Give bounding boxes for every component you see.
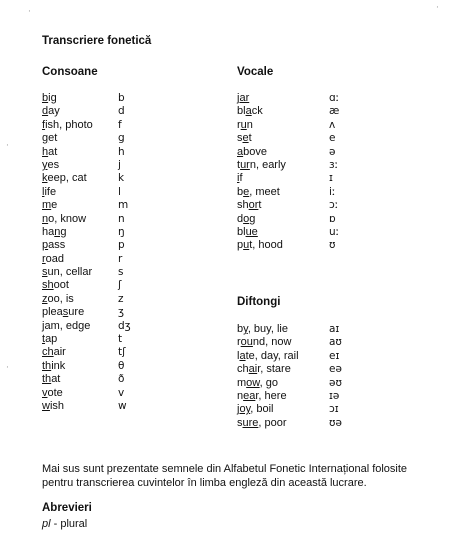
transcription-row [237, 105, 339, 118]
word-suffix: o, know [48, 212, 87, 225]
word-suffix: ure [68, 306, 85, 319]
underlined-letters: ue [245, 225, 258, 238]
word-suffix: am, edge [44, 319, 91, 332]
ipa-symbol: t [118, 333, 123, 346]
example-word [237, 92, 329, 105]
transcription-row [42, 199, 131, 212]
example-word [42, 387, 118, 400]
underlined-letters: ch [42, 346, 54, 359]
word-suffix: ote [47, 386, 63, 399]
ipa-symbol: ʊə [329, 416, 342, 429]
example-word [237, 403, 329, 416]
example-word [42, 92, 118, 105]
word-suffix: , meet [249, 185, 280, 198]
example-word [237, 186, 329, 199]
word-suffix: t [248, 132, 252, 145]
transcription-row [42, 266, 131, 279]
diftongi-heading: Diftongi [237, 296, 281, 308]
example-word [42, 346, 118, 359]
example-word [42, 213, 118, 226]
word-prefix: s [237, 132, 243, 145]
word-suffix: un, cellar [47, 266, 93, 279]
ipa-symbol: eə [329, 363, 342, 376]
example-word [42, 132, 118, 145]
scan-mark: · [6, 141, 9, 151]
word-prefix: r [237, 118, 241, 131]
transcription-row [42, 293, 131, 306]
scan-mark: · [28, 7, 31, 17]
example-word [237, 213, 329, 226]
word-suffix: oo, is [47, 292, 74, 305]
example-word [237, 363, 329, 376]
underlined-letters: s [62, 306, 69, 319]
word-suffix: nd, now [252, 336, 292, 349]
vocale-list [237, 92, 339, 253]
ipa-symbol: ð [118, 373, 125, 386]
word-suffix: e [51, 199, 58, 212]
example-word [42, 373, 118, 386]
underlined-letters: s [42, 266, 48, 279]
transcription-row [237, 213, 339, 226]
transcription-row [42, 320, 131, 333]
underlined-letters: v [42, 386, 48, 399]
example-word [42, 400, 118, 413]
word-suffix: et [48, 132, 58, 145]
underlined-letters: p [42, 239, 49, 252]
ipa-symbol: θ [118, 359, 125, 372]
underlined-letters: th [42, 373, 52, 386]
example-word [42, 105, 118, 118]
underlined-letters: ai [248, 363, 258, 376]
transcription-row [42, 239, 131, 252]
example-word [237, 119, 329, 132]
ipa-symbol: ʊ [329, 239, 336, 252]
underlined-letters: y [42, 158, 48, 171]
word-suffix: , boil [250, 403, 274, 416]
transcription-row [237, 377, 342, 390]
page-title: Transcriere fonetică [42, 35, 152, 47]
example-word [42, 159, 118, 172]
word-prefix: l [237, 349, 240, 362]
underlined-letters: oy [239, 403, 251, 416]
underlined-letters: l [42, 185, 45, 198]
example-word [237, 377, 329, 390]
ipa-symbol: ɔɪ [329, 403, 339, 416]
transcription-row [42, 333, 131, 346]
ipa-symbol: ʃ [118, 279, 122, 292]
ipa-symbol: r [118, 252, 123, 265]
word-prefix: s [237, 416, 243, 429]
example-word [237, 105, 329, 118]
underlined-letters: ur [240, 158, 250, 171]
word-prefix: d [237, 212, 244, 225]
word-suffix: ish [49, 399, 65, 412]
transcription-row [42, 186, 131, 199]
example-word [237, 199, 329, 212]
underlined-letters: r [42, 252, 46, 265]
transcription-row [42, 373, 131, 386]
example-word [42, 172, 118, 185]
word-prefix: sh [237, 199, 249, 212]
underlined-letters: ure [242, 416, 259, 429]
underlined-letters: ea [243, 389, 256, 402]
ipa-symbol: ɜː [329, 158, 339, 171]
word-suffix: t [258, 199, 262, 212]
transcription-row [42, 119, 131, 132]
word-suffix: , poor [258, 416, 287, 429]
ipa-symbol: aɪ [329, 323, 340, 335]
word-suffix: , go [259, 376, 278, 389]
transcription-row [42, 92, 131, 105]
underlined-letters: a [237, 145, 244, 158]
transcription-row [42, 360, 131, 373]
consoane-list [42, 92, 131, 413]
scan-mark: · [436, 3, 439, 13]
ipa-symbol: eɪ [329, 349, 340, 362]
word-suffix: bove [243, 145, 267, 158]
ipa-symbol: ʒ [118, 306, 125, 319]
transcription-row [237, 186, 339, 199]
word-suffix: air [53, 346, 66, 359]
transcription-row [237, 119, 339, 132]
example-word [42, 306, 118, 319]
ipa-symbol: aʊ [329, 336, 342, 349]
ipa-symbol: h [118, 145, 125, 158]
underlined-letters: a [245, 105, 252, 118]
word-prefix: bl [237, 105, 246, 118]
transcription-row [237, 403, 342, 416]
ipa-symbol: f [118, 118, 122, 131]
underlined-letters: ar [239, 92, 250, 104]
transcription-row [237, 159, 339, 172]
example-word [237, 390, 329, 403]
transcription-row [237, 363, 342, 376]
ipa-symbol: l [118, 185, 121, 198]
underlined-letters: th [42, 359, 52, 372]
underlined-letters: m [42, 199, 52, 212]
ipa-symbol: ŋ [118, 225, 125, 238]
word-suffix: ish, photo [45, 118, 93, 131]
underlined-letters: i [237, 172, 240, 185]
transcription-row [42, 146, 131, 159]
ipa-symbol: d [118, 105, 125, 118]
transcription-row [42, 346, 131, 359]
underlined-letters: ng [54, 225, 67, 238]
ipa-symbol: ɪə [329, 389, 340, 402]
word-suffix: g [249, 212, 256, 225]
ipa-symbol: tʃ [118, 346, 126, 359]
ipa-symbol: uː [329, 225, 340, 238]
underlined-letters: t [42, 333, 46, 346]
transcription-row [237, 390, 342, 403]
example-word [42, 279, 118, 292]
word-suffix: f [239, 172, 243, 185]
example-word [42, 146, 118, 159]
underlined-letters: z [42, 292, 48, 305]
underlined-letters: u [243, 239, 250, 252]
transcription-row [42, 172, 131, 185]
ipa-symbol: ɑː [329, 92, 340, 104]
word-prefix: ha [42, 225, 55, 238]
transcription-row [42, 226, 131, 239]
underlined-letters: or [248, 199, 259, 212]
word-suffix: ig [48, 92, 57, 104]
underlined-letters: j [42, 319, 45, 332]
word-prefix: m [237, 376, 247, 389]
ipa-symbol: ʌ [329, 118, 336, 131]
word-prefix: t [237, 158, 241, 171]
underlined-letters: ow [246, 376, 260, 389]
abrevieri-heading: Abrevieri [42, 502, 92, 514]
word-suffix: r, here [255, 389, 287, 402]
underlined-letters: e [243, 185, 250, 198]
ipa-symbol: k [118, 172, 125, 185]
underlined-letters: e [242, 132, 249, 145]
ipa-symbol: əʊ [329, 376, 342, 389]
underlined-letters: ou [240, 336, 253, 349]
underlined-letters: w [42, 399, 50, 412]
transcription-row [237, 239, 339, 252]
transcription-row [42, 253, 131, 266]
underlined-letters: h [42, 145, 49, 158]
underlined-letters: k [42, 172, 48, 185]
example-word [42, 266, 118, 279]
ipa-symbol: ə [329, 145, 336, 158]
word-suffix: ay [48, 105, 60, 118]
abreviere-desc: - plural [50, 518, 88, 530]
transcription-row [42, 159, 131, 172]
transcription-row [237, 199, 339, 212]
underlined-letters: y [243, 323, 248, 335]
example-word [237, 172, 329, 185]
example-word [237, 239, 329, 252]
ipa-symbol: dʒ [118, 319, 131, 332]
transcription-row [42, 400, 131, 413]
word-suffix: eep, cat [47, 172, 87, 185]
transcription-row [237, 417, 342, 430]
word-suffix: r, stare [257, 363, 291, 376]
word-prefix: n [237, 389, 244, 402]
underlined-letters: n [42, 212, 49, 225]
underlined-letters: u [240, 118, 247, 131]
example-word [237, 417, 329, 430]
ipa-symbol: j [118, 158, 121, 171]
ipa-symbol: m [118, 199, 129, 212]
transcription-row [237, 323, 342, 336]
vocale-heading: Vocale [237, 66, 274, 78]
example-word [237, 146, 329, 159]
word-suffix: es [47, 158, 60, 171]
transcription-row [237, 226, 339, 239]
example-word [42, 253, 118, 266]
word-suffix: ck [251, 105, 263, 118]
scan-mark: · [6, 363, 9, 373]
transcription-row [42, 105, 131, 118]
word-suffix: at [51, 373, 61, 386]
example-word [42, 119, 118, 132]
word-prefix: b [237, 185, 244, 198]
underlined-letters: sh [42, 279, 54, 292]
underlined-letters: f [42, 118, 46, 131]
transcription-row [42, 132, 131, 145]
ipa-symbol: ɪ [329, 172, 333, 185]
example-word [237, 323, 329, 336]
example-word [42, 293, 118, 306]
ipa-symbol: n [118, 212, 125, 225]
underlined-letters: g [42, 132, 49, 145]
word-prefix: j [237, 403, 240, 416]
ipa-symbol: iː [329, 185, 336, 198]
transcription-row [237, 92, 339, 105]
abreviere-item [42, 518, 87, 530]
word-suffix: n, early [249, 158, 286, 171]
ipa-symbol: v [118, 386, 125, 399]
ipa-symbol: ɒ [329, 212, 336, 225]
ipa-symbol: æ [329, 105, 340, 118]
transcription-row [42, 387, 131, 400]
transcription-row [42, 279, 131, 292]
word-prefix: r [237, 336, 241, 349]
word-prefix: b [237, 323, 244, 335]
underlined-letters: b [42, 92, 49, 104]
transcription-row [237, 132, 339, 145]
word-prefix: bl [237, 225, 246, 238]
ipa-symbol: b [118, 92, 125, 104]
example-word [237, 350, 329, 363]
word-suffix: at [48, 145, 58, 158]
word-suffix: oad [45, 252, 65, 265]
ipa-symbol: z [118, 292, 124, 305]
ipa-symbol: s [118, 266, 124, 279]
transcription-row [237, 146, 339, 159]
word-suffix: t, hood [249, 239, 283, 252]
word-prefix: j [237, 92, 240, 104]
example-word [237, 226, 329, 239]
transcription-row [42, 213, 131, 226]
word-prefix: plea [42, 306, 63, 319]
underlined-letters: d [42, 105, 49, 118]
word-prefix: p [237, 239, 244, 252]
underlined-letters: a [239, 349, 246, 362]
example-word [42, 320, 118, 333]
ipa-symbol: e [329, 132, 336, 145]
ipa-symbol: w [118, 399, 127, 412]
transcription-row [237, 172, 339, 185]
example-word [42, 239, 118, 252]
word-suffix: ap [45, 333, 58, 346]
footnote-paragraph: Mai sus sunt prezentate semnele din Alfabetul Fonetic Internațional folosite pentru transcrierea cuvintelor în limba engleză din această lucrare. [42, 463, 408, 489]
word-suffix: ink [51, 359, 66, 372]
word-suffix: , buy, lie [247, 323, 288, 335]
diftongi-list [237, 323, 342, 430]
word-suffix: ife [44, 185, 57, 198]
example-word [42, 333, 118, 346]
transcription-row [237, 350, 342, 363]
abreviere-term: pl [42, 518, 51, 530]
example-word [42, 226, 118, 239]
ipa-symbol: p [118, 239, 125, 252]
transcription-row [42, 306, 131, 319]
example-word [237, 132, 329, 145]
word-prefix: ch [237, 363, 249, 376]
underlined-letters: o [243, 212, 250, 225]
example-word [42, 360, 118, 373]
example-word [237, 159, 329, 172]
consoane-heading: Consoane [42, 66, 98, 78]
example-word [237, 336, 329, 349]
word-suffix: oot [53, 279, 69, 292]
ipa-symbol: g [118, 132, 125, 145]
example-word [42, 186, 118, 199]
word-suffix: n [246, 118, 253, 131]
ipa-symbol: ɔː [329, 199, 339, 212]
word-suffix: ass [48, 239, 66, 252]
word-suffix: te, day, rail [245, 349, 299, 362]
transcription-row [237, 336, 342, 349]
example-word [42, 199, 118, 212]
